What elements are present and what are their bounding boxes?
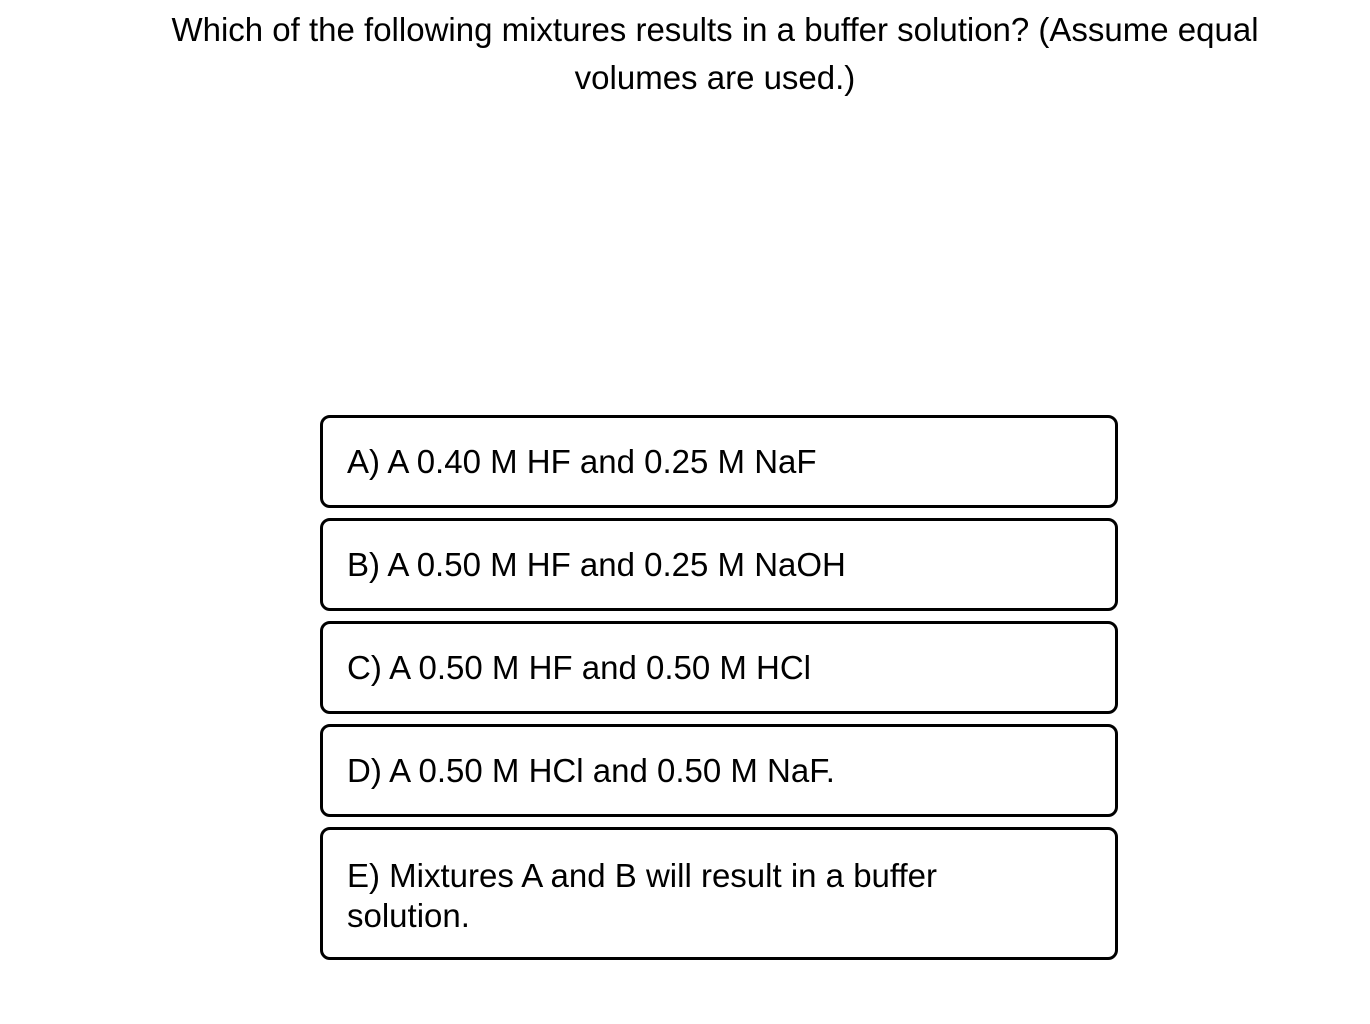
answer-option-label: C) A 0.50 M HF and 0.50 M HCl bbox=[347, 648, 812, 686]
answer-option-label: E) Mixtures A and B will result in a buffer solution. bbox=[347, 857, 937, 934]
answer-option-label: A) A 0.40 M HF and 0.25 M NaF bbox=[347, 442, 817, 480]
answer-option-c[interactable] bbox=[320, 621, 1118, 714]
answer-option-a[interactable] bbox=[320, 415, 1118, 508]
answer-option-e[interactable] bbox=[320, 827, 1118, 960]
answer-options-list bbox=[320, 415, 1118, 970]
answer-option-label: B) A 0.50 M HF and 0.25 M NaOH bbox=[347, 545, 846, 583]
answer-option-label: D) A 0.50 M HCl and 0.50 M NaF. bbox=[347, 751, 835, 789]
question-text: Which of the following mixtures results in a buffer solution? (Assume equal volumes are used.) bbox=[171, 11, 1259, 96]
answer-option-d[interactable] bbox=[320, 724, 1118, 817]
answer-option-b[interactable] bbox=[320, 518, 1118, 611]
